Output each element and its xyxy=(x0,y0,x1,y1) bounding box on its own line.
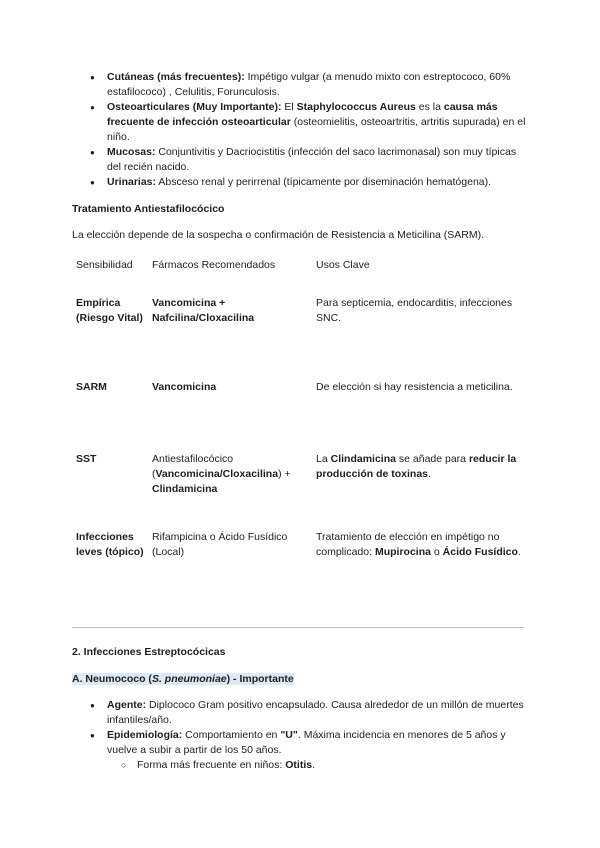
table-row: Empírica (Riesgo Vital) Vancomicina + Nafcilina/Cloxacilina Para septicemia, endocarditis, infecciones SNC. xyxy=(76,297,513,324)
list-item: ● Osteoarticulares (Muy Importante): El Staphylococcus Aureus es la causa más frecuente de infección osteoarticular (osteomielitis, osteoartritis, artritis supurada) en el niño. xyxy=(90,100,530,145)
sub-list-item: ○ Forma más frecuente en niños: Otitis. xyxy=(121,758,530,773)
list-item: ● Agente: Diplococo Gram positivo encapsulado. Causa alrededor de un millón de muertes infantiles/año. xyxy=(90,698,530,728)
table-row: SST Antiestafilocócico (Vancomicina/Cloxacilina) + Clindamicina La Clindamicina se añade para reducir la producción de toxinas. xyxy=(76,453,517,495)
table-header: Sensibilidad xyxy=(76,259,133,271)
list-item: ● Cutáneas (más frecuentes): Impétigo vulgar (a menudo mixto con estreptococo, 60% estafilococo) , Celulitis, Forunculosis. xyxy=(90,70,530,100)
list-item: ● Epidemiología: Comportamiento en "U". Máxima incidencia en menores de 5 años y vuelve a subir a partir de los 50 años. ○ Forma más frecuente en niños: Otitis. xyxy=(90,728,530,773)
subsection-a-heading: A. Neumococo (S. pneumoniae) - Importante xyxy=(72,673,294,685)
sub-list xyxy=(121,758,530,773)
treatment-table xyxy=(72,258,528,590)
section-divider xyxy=(72,627,524,628)
table-row: Infecciones leves (tópico) Rifampicina o Ácido Fusídico (Local) Tratamiento de elección en impétigo no complicado: Mupirocina o Ácido Fusídico. xyxy=(76,531,521,558)
list-item: ● Urinarias: Absceso renal y perirrenal (típicamente por diseminación hematógena). xyxy=(90,175,530,190)
table-row: SARM Vancomicina De elección si hay resistencia a meticilina. xyxy=(76,381,513,393)
infection-sites-list xyxy=(90,70,530,190)
list-item: ● Mucosas: Conjuntivitis y Dacriocistitis (infección del saco lacrimonasal) son muy típicas del recién nacido. xyxy=(90,145,530,175)
pneumococcus-list xyxy=(90,698,530,773)
treatment-intro: La elección depende de la sospecha o confirmación de Resistencia a Meticilina (SARM). xyxy=(72,229,485,241)
table-header: Fármacos Recomendados xyxy=(152,259,276,271)
table-header: Usos Clave xyxy=(316,259,370,271)
table-header-row xyxy=(72,258,528,290)
treatment-heading: Tratamiento Antiestafilocócico xyxy=(72,203,225,215)
section2-heading: 2. Infecciones Estreptocócicas xyxy=(72,646,226,658)
